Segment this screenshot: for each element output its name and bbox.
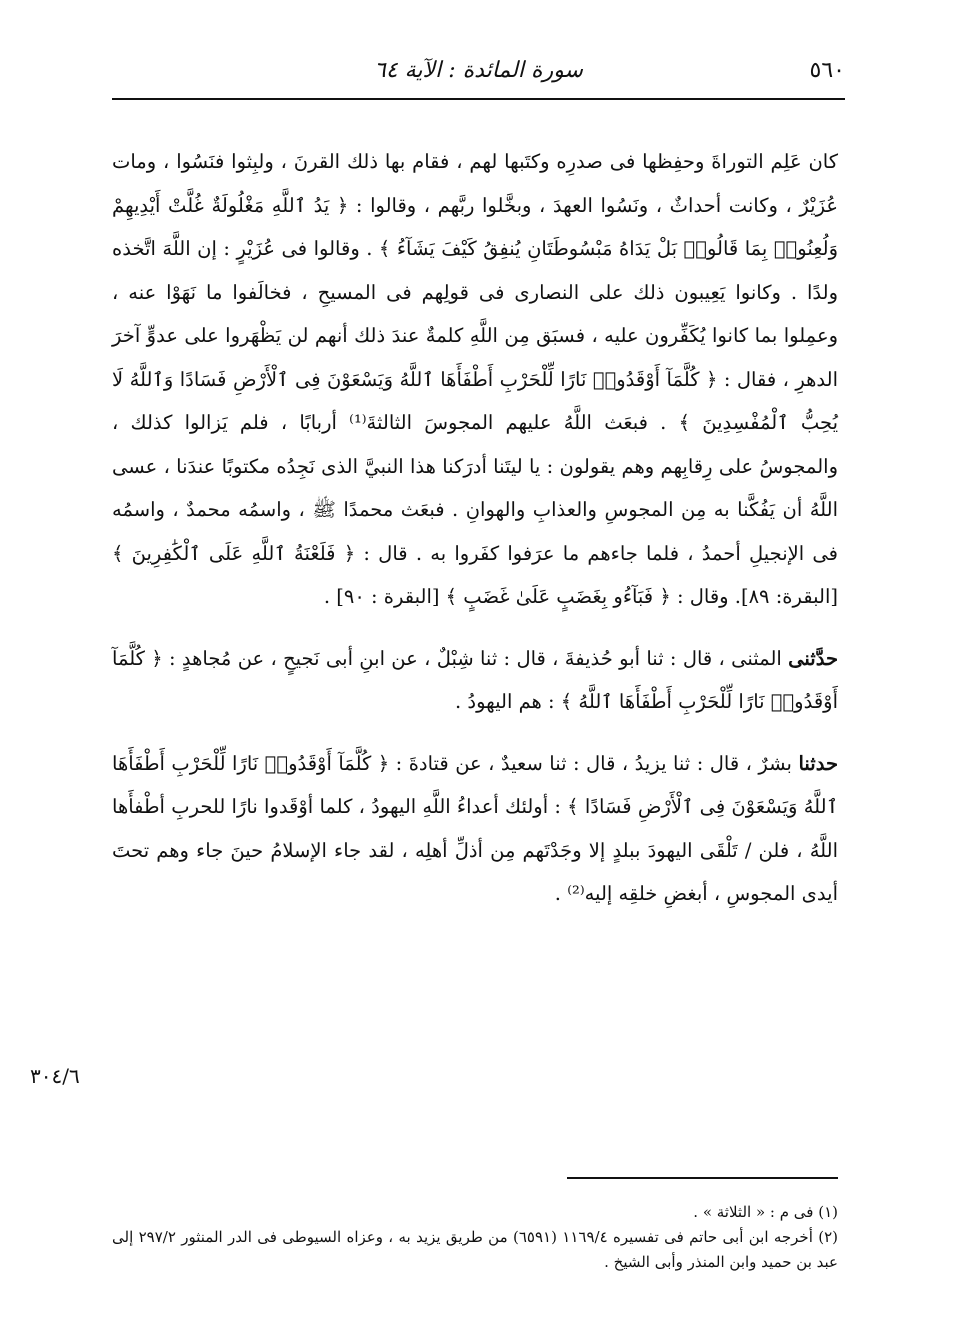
running-title: سورة المائدة : الآية ٦٤ <box>374 58 583 83</box>
footnote: (٢) أخرجه ابن أبى حاتم فى تفسيره ١١٦٩/٤ (٦٥٩١) من طريق يزيد به ، وعزاه السيوطى فى الدر المنثور ٢٩٧/٢ إلى عبد بن حميد وابن المنذر وأبى الشيخ . <box>112 1228 839 1271</box>
paragraph-lead: حدثنا <box>798 751 838 775</box>
footnote: (١) فى م : « الثلاثة » . <box>693 1203 838 1221</box>
footnotes <box>112 1200 838 1275</box>
page-header <box>112 52 845 100</box>
paragraph-lead: حدَّثنى <box>788 646 838 670</box>
margin-volume-page-reference: ٣٠٤/٦ <box>30 1064 80 1088</box>
paragraph-text: بشرٌ ، قال : ثنا يزيدُ ، قال : ثنا سعيدٌ ، عن قتادةَ : ﴿ كُلَّمَآ أَوْقَدُوا۟ نَارًا لِّلْحَرْبِ أَطْفَأَهَا ٱللَّهُ وَيَسْعَوْنَ فِى ٱلْأَرْضِ فَسَادًا ﴾ : أولئك أعداءُ اللَّهِ اليهودُ ، كلما أوْقَدوا نارًا للحربِ أطْفأَها اللَّهُ ، فلن / تَلْقَى اليهودَ ببلدٍ إلا وجَدْتَهم مِن أذلِّ أهلِه ، لقد جاء الإسلامُ حينَ جاء وهم تحتَ أيدى المجوسِ ، أبغضِ خلقِه إليه⁽²⁾ . <box>112 751 838 905</box>
footnote-divider <box>567 1177 838 1179</box>
paragraph <box>112 140 838 619</box>
paragraph-text: المثنى ، قال : ثنا أبو حُذيفةَ ، قال : ثنا شِبْلٌ ، عن ابنِ أبى نَجيحٍ ، عن مُجاهدٍ : ﴿ كُلَّمَآ أَوْقَدُوا۟ نَارًا لِّلْحَرْبِ أَطْفَأَهَا ٱللَّهُ ﴾ : هم اليهودُ . <box>112 646 838 713</box>
page-number: ٥٦٠ <box>809 58 845 83</box>
paragraph <box>112 637 838 724</box>
main-text <box>112 140 838 928</box>
paragraph <box>112 742 838 916</box>
paragraph-text: كان عَلِم التوراةَ وحفِظها فى صدرِه وكتَبها لهم ، فقام بها ذلك القرنَ ، ولبِثوا فنَسُوا ، ومات عُزَيْرٌ ، وكانت أحداثٌ ، ونَسُوا العهدَ ، وبخَّلوا ربَّهم ، وقالوا : ﴿ يَدُ ٱللَّهِ مَغْلُولَةٌ غُلَّتْ أَيْدِيهِمْ وَلُعِنُوا۟ بِمَا قَالُوا۟ بَلْ يَدَاهُ مَبْسُوطَتَانِ يُنفِقُ كَيْفَ يَشَآءُ ﴾ . وقالوا فى عُزَيْرٍ : إن اللَّهَ اتَّخذه ولدًا . وكانوا يَعِيبون ذلك على النصارى فى قولِهم فى المسيحِ ، فخالَفوا ما نَهَوْا عنه ، وعمِلوا بما كانوا يُكَفِّرون عليه ، فسبَق مِن اللَّهِ كلمةٌ عندَ ذلك أنهم لن يَظْهَروا على عدوٍّ آخرَ الدهرِ ، فقال : ﴿ كُلَّمَآ أَوْقَدُوا۟ نَارًا لِّلْحَرْبِ أَطْفَأَهَا ٱللَّهُ وَيَسْعَوْنَ فِى ٱلْأَرْضِ فَسَادًا وَٱللَّهُ لَا يُحِبُّ ٱلْمُفْسِدِينَ ﴾ . فبعَث اللَّهُ عليهم المجوسَ الثالثةَ⁽¹⁾ أربابًا ، فلم يَزالوا كذلك ، والمجوسُ على رِقابِهم وهم يقولون : يا ليتَنا أدرَكنا هذا النبيَّ الذى نَجِدُه مكتوبًا عندَنا ، عسى اللَّهُ أن يَفُكَّنا به مِن المجوسِ والعذابِ والهوانِ . فبعَث محمدًا ﷺ ، واسمُه محمدٌ ، واسمُه فى الإنجيلِ أحمدُ ، فلما جاءهم ما عرَفوا كفَروا به . قال : ﴿ فَلَعْنَةُ ٱللَّهِ عَلَى ٱلْكَٰفِرِينَ ﴾ [البقرة: ٨٩]. وقال : ﴿ فَبَآءُو بِغَضَبٍ عَلَىٰ غَضَبٍ ﴾ [البقرة : ٩٠] . <box>112 150 839 608</box>
